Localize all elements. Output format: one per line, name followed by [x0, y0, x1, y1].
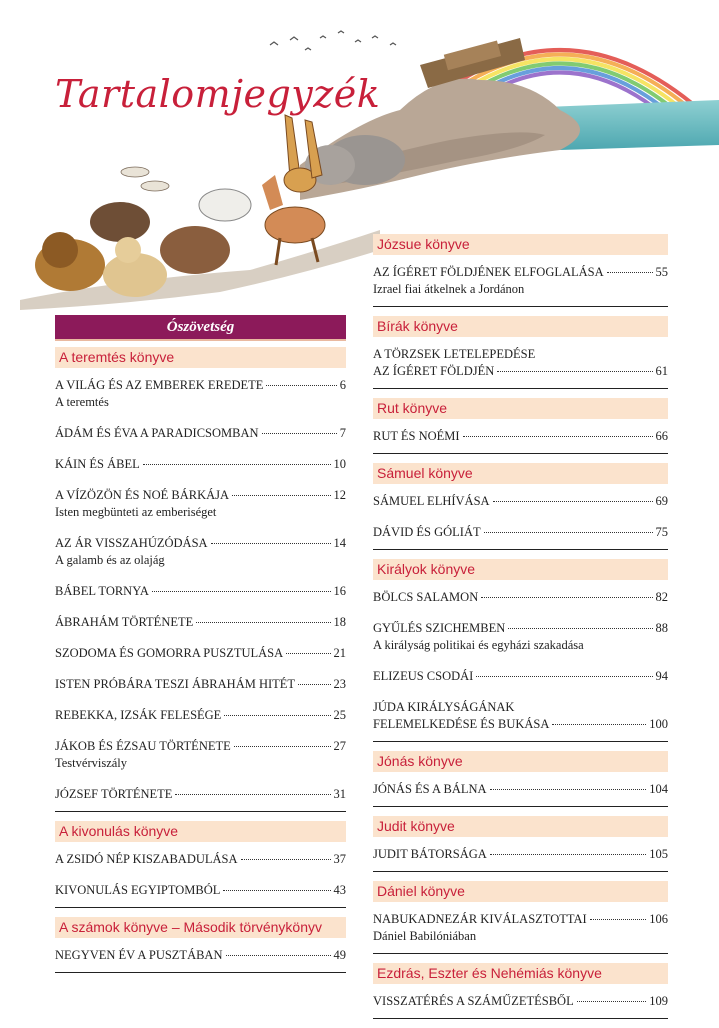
toc-entry[interactable] — [55, 786, 346, 803]
toc-entry[interactable] — [55, 456, 346, 473]
dot-leader — [298, 684, 330, 685]
page-number: 105 — [649, 847, 668, 861]
dot-leader — [490, 854, 646, 855]
entry-row — [55, 535, 346, 552]
entry-row — [373, 620, 668, 637]
entry-title: NABUKADNEZÁR KIVÁLASZTOTTAI — [373, 912, 587, 926]
entry-title: JÓNÁS ÉS A BÁLNA — [373, 782, 487, 796]
entry-row — [55, 456, 346, 473]
entry-title: AZ ÍGÉRET FÖLDJÉNEK ELFOGLALÁSA — [373, 265, 604, 279]
entry-row — [55, 786, 346, 803]
entry-row — [55, 882, 346, 899]
dot-leader — [493, 501, 653, 502]
toc-entry[interactable] — [373, 911, 668, 945]
section-divider — [373, 306, 668, 307]
entry-title: A ZSIDÓ NÉP KISZABADULÁSA — [55, 852, 238, 866]
section-heading: Királyok könyve — [373, 559, 668, 580]
entry-row — [55, 645, 346, 662]
page-number: 106 — [649, 912, 668, 926]
entry-title: BÁBEL TORNYA — [55, 584, 149, 598]
section-divider — [373, 388, 668, 389]
toc-entry[interactable] — [55, 377, 346, 411]
entry-title: FELEMELKEDÉSE ÉS BUKÁSA — [373, 717, 550, 731]
dot-leader — [286, 653, 330, 654]
entry-subtitle: Testvérviszály — [55, 756, 128, 770]
page-number: 27 — [333, 739, 346, 753]
toc-entry[interactable] — [373, 668, 668, 685]
entry-row — [55, 614, 346, 631]
page-number: 104 — [649, 782, 668, 796]
section-heading: A teremtés könyve — [55, 347, 346, 368]
toc-entry[interactable] — [373, 699, 668, 733]
dot-leader — [232, 495, 330, 496]
entry-row — [373, 493, 668, 510]
page-number: 14 — [333, 536, 346, 550]
page-number: 6 — [339, 378, 346, 392]
dot-leader — [152, 591, 331, 592]
entry-title: AZ ÍGÉRET FÖLDJÉN — [373, 364, 495, 378]
entry-title: A VILÁG ÉS AZ EMBEREK EREDETE — [55, 378, 264, 392]
dot-leader — [497, 371, 652, 372]
entry-title: VISSZATÉRÉS A SZÁMŰZETÉSBŐL — [373, 994, 574, 1008]
section-divider — [373, 1018, 668, 1019]
section-heading: Rut könyve — [373, 398, 668, 419]
entry-row — [373, 524, 668, 541]
entry-row — [373, 781, 668, 798]
page-number: 12 — [333, 488, 346, 502]
toc-entry[interactable] — [373, 620, 668, 654]
dot-leader — [143, 464, 331, 465]
entry-row — [55, 425, 346, 442]
section-heading: Sámuel könyve — [373, 463, 668, 484]
page-number: 82 — [655, 590, 668, 604]
toc-entry[interactable] — [373, 846, 668, 863]
dot-leader — [224, 715, 330, 716]
section-heading: Bírák könyve — [373, 316, 668, 337]
section-divider — [373, 953, 668, 954]
entry-title: AZ ÁR VISSZAHÚZÓDÁSA — [55, 536, 208, 550]
section-heading: Judit könyve — [373, 816, 668, 837]
entry-row — [373, 589, 668, 606]
dot-leader — [234, 746, 331, 747]
page-number: 49 — [333, 948, 346, 962]
toc-entry[interactable] — [55, 645, 346, 662]
toc-entry[interactable] — [55, 535, 346, 569]
entry-row — [373, 846, 668, 863]
page-number: 61 — [655, 364, 668, 378]
entry-title: GYŰLÉS SZICHEMBEN — [373, 621, 506, 635]
toc-entry[interactable] — [55, 851, 346, 868]
entry-row — [373, 993, 668, 1010]
entry-row — [373, 668, 668, 685]
page-number: 88 — [655, 621, 668, 635]
entry-subtitle: Isten megbünteti az emberiséget — [55, 505, 217, 519]
section-divider — [55, 972, 346, 973]
toc-entry[interactable] — [55, 882, 346, 899]
toc-entry[interactable] — [373, 524, 668, 541]
dot-leader — [262, 433, 337, 434]
entry-subtitle: A galamb és az olajág — [55, 553, 165, 567]
entry-row — [55, 738, 346, 755]
entry-title: ELIZEUS CSODÁI — [373, 669, 474, 683]
toc-entry[interactable] — [373, 264, 668, 298]
toc-entry[interactable] — [373, 993, 668, 1010]
dot-leader — [508, 628, 652, 629]
entry-title: JÓZSEF TÖRTÉNETE — [55, 787, 173, 801]
page-number: 21 — [333, 646, 346, 660]
entry-title: SÁMUEL ELHÍVÁSA — [373, 494, 490, 508]
entry-subtitle: Izrael fiai átkelnek a Jordánon — [373, 282, 525, 296]
page-number: 18 — [333, 615, 346, 629]
entry-title: ÁBRAHÁM TÖRTÉNETE — [55, 615, 194, 629]
dot-leader — [463, 436, 653, 437]
toc-entry[interactable] — [373, 346, 668, 380]
section-divider — [373, 453, 668, 454]
toc-entry[interactable] — [55, 614, 346, 631]
toc-entry[interactable] — [55, 676, 346, 693]
section-heading: Józsue könyve — [373, 234, 668, 255]
section-divider — [373, 871, 668, 872]
dot-leader — [481, 597, 652, 598]
entry-title: SZODOMA ÉS GOMORRA PUSZTULÁSA — [55, 646, 284, 660]
dot-leader — [552, 724, 646, 725]
toc-entry[interactable] — [373, 781, 668, 798]
toc-entry[interactable] — [373, 493, 668, 510]
entry-subtitle: A királyság politikai és egyházi szakadása — [373, 638, 584, 652]
entry-row — [55, 377, 346, 394]
page-number: 100 — [649, 717, 668, 731]
page-number: 66 — [655, 429, 668, 443]
dot-leader — [211, 543, 331, 544]
section-divider — [373, 549, 668, 550]
entry-title: BÖLCS SALAMON — [373, 590, 479, 604]
dot-leader — [196, 622, 330, 623]
entry-row — [55, 851, 346, 868]
entry-row — [55, 947, 346, 964]
entry-row — [55, 583, 346, 600]
dot-leader — [175, 794, 330, 795]
toc-entry[interactable] — [55, 583, 346, 600]
page-number: 75 — [655, 525, 668, 539]
dot-leader — [241, 859, 331, 860]
toc-left-column — [55, 347, 346, 982]
entry-title: KÁIN ÉS ÁBEL — [55, 457, 140, 471]
section-heading: A kivonulás könyve — [55, 821, 346, 842]
entry-row — [373, 363, 668, 380]
toc-entry[interactable] — [55, 738, 346, 772]
entry-title: A TÖRZSEK LETELEPEDÉSE — [373, 347, 536, 361]
entry-subtitle: Dániel Babilóniában — [373, 929, 477, 943]
entry-row — [373, 911, 668, 928]
section-heading: A számok könyve – Második törvénykönyv — [55, 917, 346, 938]
entry-title: ISTEN PRÓBÁRA TESZI ÁBRAHÁM HITÉT — [55, 677, 296, 691]
toc-entry[interactable] — [55, 947, 346, 964]
toc-entry[interactable] — [373, 428, 668, 445]
entry-row — [55, 487, 346, 504]
entry-row — [55, 707, 346, 724]
dot-leader — [226, 955, 331, 956]
page-number: 23 — [333, 677, 346, 691]
page-number: 94 — [655, 669, 668, 683]
dot-leader — [577, 1001, 647, 1002]
page-number: 43 — [333, 883, 346, 897]
entry-row — [55, 676, 346, 693]
page-number: 69 — [655, 494, 668, 508]
entry-row — [373, 428, 668, 445]
toc-entry[interactable] — [373, 589, 668, 606]
toc-entry[interactable] — [55, 425, 346, 442]
entry-title: ÁDÁM ÉS ÉVA A PARADICSOMBAN — [55, 426, 259, 440]
entry-title: A VÍZÖZÖN ÉS NOÉ BÁRKÁJA — [55, 488, 230, 502]
page-title: Tartalomjegyzék — [55, 72, 381, 116]
dot-leader — [484, 532, 653, 533]
toc-entry[interactable] — [55, 707, 346, 724]
entry-title: JÁKOB ÉS ÉZSAU TÖRTÉNETE — [55, 739, 231, 753]
toc-right-column — [373, 234, 668, 1028]
section-divider — [55, 907, 346, 908]
testament-banner: Ószövetség — [55, 315, 346, 341]
entry-title: JUDIT BÁTORSÁGA — [373, 847, 487, 861]
entry-title: DÁVID ÉS GÓLIÁT — [373, 525, 481, 539]
dot-leader — [476, 676, 652, 677]
dot-leader — [607, 272, 653, 273]
entry-row — [373, 264, 668, 281]
dot-leader — [266, 385, 336, 386]
page-number: 16 — [333, 584, 346, 598]
page-number: 37 — [333, 852, 346, 866]
page-number: 31 — [333, 787, 346, 801]
entry-title: JÚDA KIRÁLYSÁGÁNAK — [373, 700, 515, 714]
page-number: 10 — [333, 457, 346, 471]
page-number: 7 — [339, 426, 346, 440]
entry-title: NEGYVEN ÉV A PUSZTÁBAN — [55, 948, 223, 962]
entry-title: KIVONULÁS EGYIPTOMBÓL — [55, 883, 221, 897]
page-number: 55 — [655, 265, 668, 279]
entry-row — [373, 716, 668, 733]
page-number: 109 — [649, 994, 668, 1008]
dot-leader — [490, 789, 647, 790]
section-heading: Jónás könyve — [373, 751, 668, 772]
section-heading: Ezdrás, Eszter és Nehémiás könyve — [373, 963, 668, 984]
page-number: 25 — [333, 708, 346, 722]
section-divider — [373, 741, 668, 742]
entry-subtitle: A teremtés — [55, 395, 109, 409]
entry-title: REBEKKA, IZSÁK FELESÉGE — [55, 708, 222, 722]
section-divider — [55, 811, 346, 812]
section-divider — [373, 806, 668, 807]
entry-title: RUT ÉS NOÉMI — [373, 429, 460, 443]
toc-entry[interactable] — [55, 487, 346, 521]
dot-leader — [590, 919, 647, 920]
dot-leader — [223, 890, 330, 891]
section-heading: Dániel könyve — [373, 881, 668, 902]
